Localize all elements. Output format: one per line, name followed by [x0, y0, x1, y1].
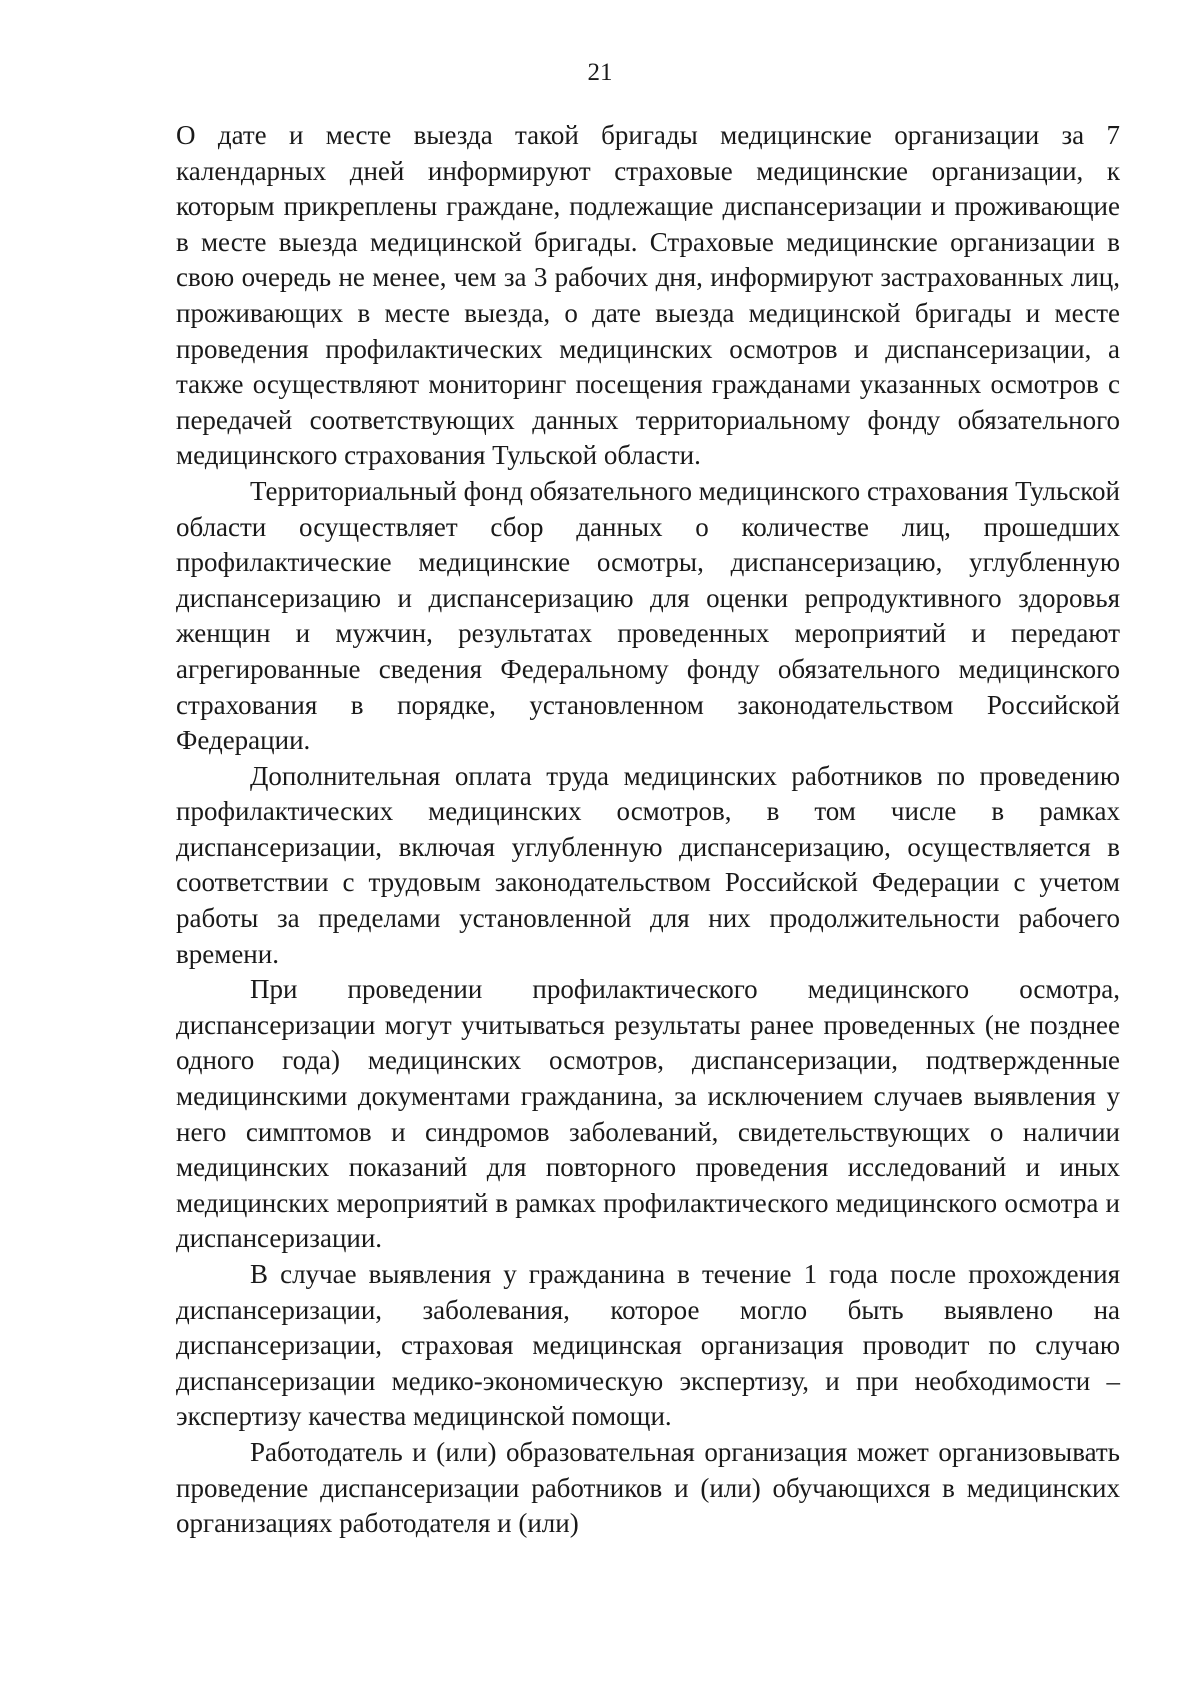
paragraph-employer: Работодатель и (или) образовательная организация может организовывать проведение диспансеризации работников и (или) обучающихся в медицинских организациях работодателя и (или) — [176, 1436, 1120, 1539]
paragraph-previous-results: При проведении профилактического медицинского осмотра, диспансеризации могут учитываться результаты ранее проведенных (не позднее одного года) медицинских осмотров, диспансеризации, подтвержденные медицинскими документами гражданина, за исключением случаев выявления у него симптомов и синдромов заболеваний, свидетельствующих о наличии медицинских показаний для повторного проведения исследований и иных медицинских мероприятий в рамках профилактического медицинского осмотра и диспансеризации. — [176, 974, 1120, 1254]
paragraph-brigade-notification: О дате и месте выезда такой бригады медицинские организации за 7 календарных дней информируют страховые медицинские организации, к которым прикреплены граждане, подлежащие диспансеризации и проживающие в месте выезда медицинской бригады. Страховые медицинские организации в свою очередь не менее, чем за 3 рабочих дня, информируют застрахованных лиц, проживающих в месте выезда, о дате выезда медицинской бригады и месте проведения профилактических медицинских осмотров и диспансеризации, а также осуществляют мониторинг посещения гражданами указанных осмотров с передачей соответствующих данных территориальному фонду обязательного медицинского страхования Тульской области. — [176, 120, 1120, 471]
paragraph-data-collection: Территориальный фонд обязательного медицинского страхования Тульской области осуществляет сбор данных о количестве лиц, прошедших профилактические медицинские осмотры, диспансеризацию, углубленную диспансеризацию и диспансеризацию для оценки репродуктивного здоровья женщин и мужчин, результатах проведенных мероприятий и передают агрегированные сведения Федеральному фонду обязательного медицинского страхования в порядке, установленном законодательством Российской Федерации. — [176, 475, 1120, 756]
page-number: 21 — [587, 59, 613, 86]
document-body — [176, 118, 1120, 1542]
paragraph-additional-pay: Дополнительная оплата труда медицинских работников по проведению профилактических медицинских осмотров, в том числе в рамках диспансеризации, включая углубленную диспансеризацию, осуществляется в соответствии с трудовым законодательством Российской Федерации с учетом работы за пределами установленной для них продолжительности рабочего времени. — [176, 760, 1120, 969]
paragraph-expertise: В случае выявления у гражданина в течение 1 года после прохождения диспансеризации, заболевания, которое могло быть выявлено на диспансеризации, страховая медицинская организация проводит по случаю диспансеризации медико-экономическую экспертизу, и при необходимости – экспертизу качества медицинской помощи. — [176, 1259, 1120, 1432]
